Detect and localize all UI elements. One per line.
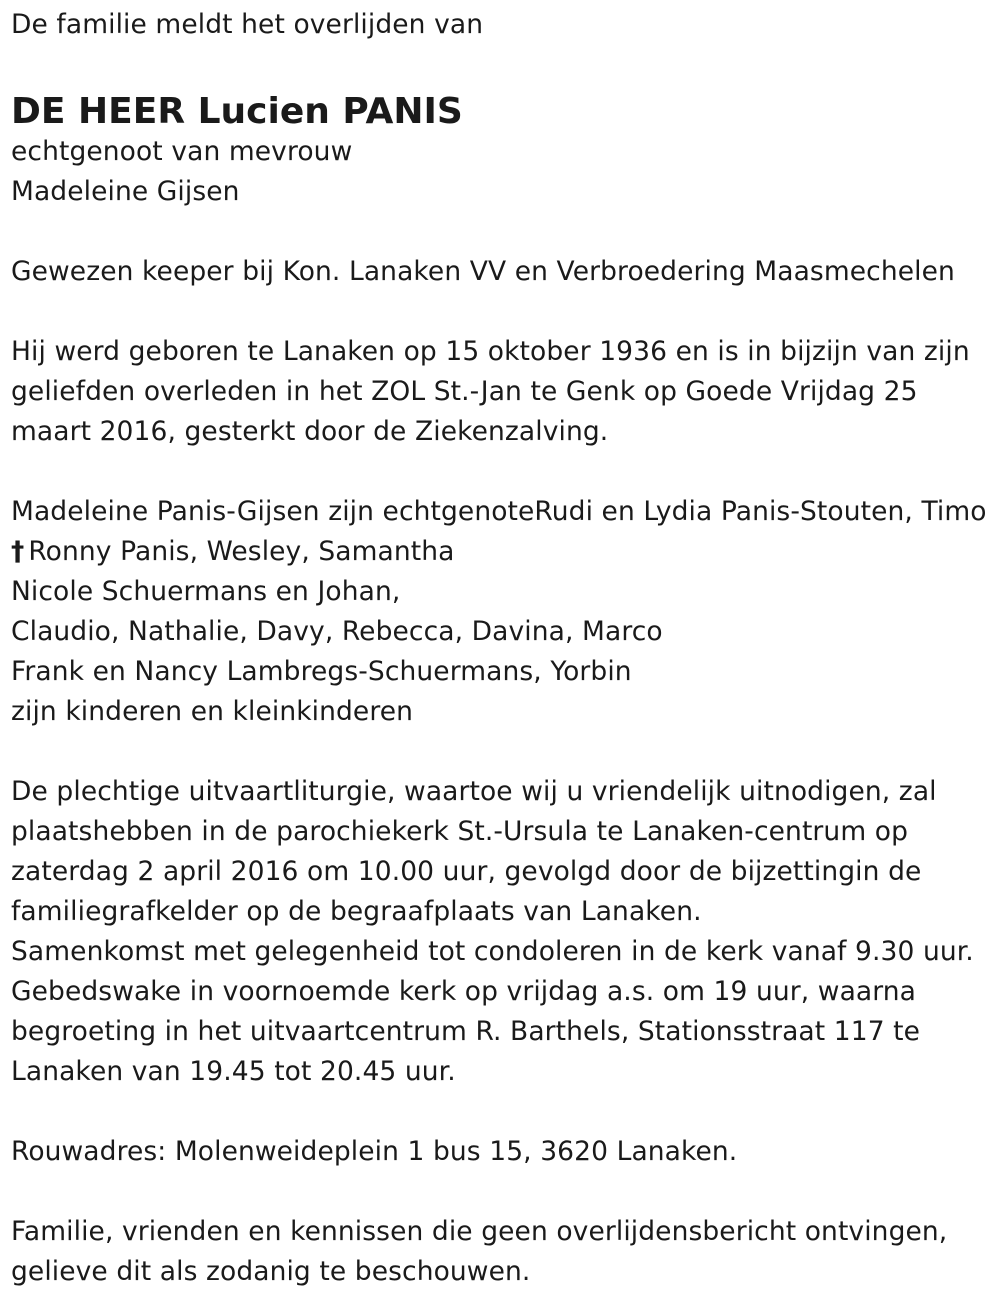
spacer [11,452,996,492]
deceased-name: DE HEER Lucien PANIS [11,91,463,132]
spacer [11,292,996,332]
funeral-line-2: plaatshebben in de parochiekerk St.-Ursula te Lanaken-centrum op [11,816,908,847]
funeral-line-8: Lanaken van 19.45 tot 20.45 uur. [11,1056,456,1087]
family-line-3: Nicole Schuermans en Johan, [11,576,401,607]
closing-line-2: gelieve dit als zodanig te beschouwen. [11,1256,531,1287]
spacer [11,212,996,252]
address-text: Rouwadres: Molenweideplein 1 bus 15, 3620 Lanaken. [11,1136,738,1167]
family-line-5: Frank en Nancy Lambregs-Schuermans, Yorbin [11,656,632,687]
intro-text: De familie meldt het overlijden van [11,9,484,40]
funeral-line-4: familiegrafkelder op de begraafplaats van Lanaken. [11,896,702,927]
family-line-6: zijn kinderen en kleinkinderen [11,696,414,727]
family-line-2-text: Ronny Panis, Wesley, Samantha [28,536,455,567]
family-line-1: Madeleine Panis-Gijsen zijn echtgenoteRudi en Lydia Panis-Stouten, Timo [11,496,987,527]
funeral-line-1: De plechtige uitvaartliturgie, waartoe wij u vriendelijk uitnodigen, zal [11,776,937,807]
cross-icon: † [11,536,25,567]
birth-death-line-2: geliefden overleden in het ZOL St.-Jan te Genk op Goede Vrijdag 25 [11,376,918,407]
funeral-line-7: begroeting in het uitvaartcentrum R. Barthels, Stationsstraat 117 te [11,1016,921,1047]
obituary-notice [11,0,996,1292]
family-line-2 [11,532,996,572]
family-line-4: Claudio, Nathalie, Davy, Rebecca, Davina, Marco [11,616,663,647]
spacer [11,732,996,772]
spouse-line-2: Madeleine Gijsen [11,176,240,207]
career-text: Gewezen keeper bij Kon. Lanaken VV en Verbroedering Maasmechelen [11,256,955,287]
birth-death-line-3: maart 2016, gesterkt door de Ziekenzalving. [11,416,609,447]
spouse-line-1: echtgenoot van mevrouw [11,136,353,167]
funeral-line-3: zaterdag 2 april 2016 om 10.00 uur, gevolgd door de bijzettingin de [11,856,922,887]
funeral-line-6: Gebedswake in voornoemde kerk op vrijdag a.s. om 19 uur, waarna [11,976,917,1007]
funeral-line-5: Samenkomst met gelegenheid tot condoleren in de kerk vanaf 9.30 uur. [11,936,974,967]
spacer [11,1092,996,1132]
spacer [11,1172,996,1212]
closing-line-1: Familie, vrienden en kennissen die geen overlijdensbericht ontvingen, [11,1216,948,1247]
birth-death-line-1: Hij werd geboren te Lanaken op 15 oktober 1936 en is in bijzijn van zijn [11,336,970,367]
